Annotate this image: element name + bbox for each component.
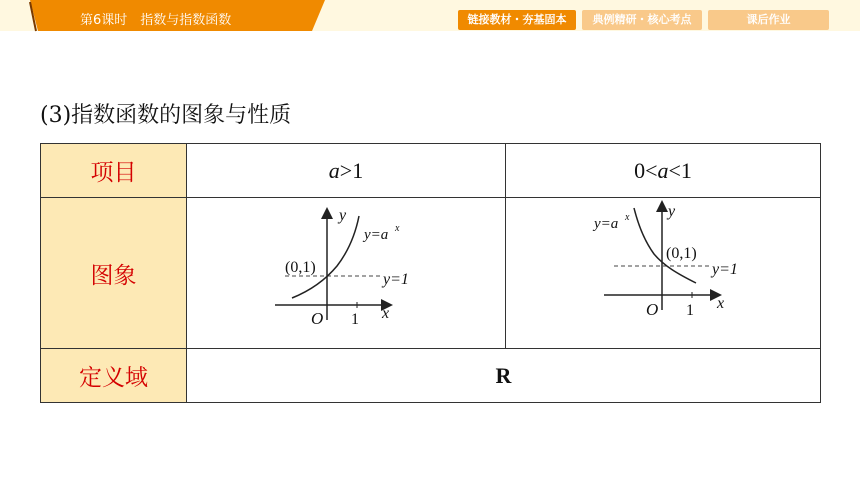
function-exponent: x bbox=[395, 223, 400, 234]
table-row bbox=[41, 144, 821, 198]
nav-link-examples[interactable]: 典例精研・核心考点 bbox=[582, 10, 702, 30]
properties-table bbox=[40, 143, 821, 403]
var-a: a bbox=[328, 157, 340, 183]
condition-prefix: 0< bbox=[634, 157, 658, 183]
row-header-domain: 定义域 bbox=[41, 349, 187, 403]
col-header-a-between-0-1 bbox=[506, 144, 821, 198]
section-title: (3)指数函数的图象与性质 bbox=[40, 103, 292, 128]
table-row bbox=[41, 349, 821, 403]
tick-label: 1 bbox=[351, 311, 359, 328]
graph-growth bbox=[187, 198, 506, 348]
line-label: y=1 bbox=[712, 261, 738, 278]
top-bar bbox=[0, 0, 860, 36]
graph-cell-decay bbox=[506, 198, 821, 349]
function-label: y=a bbox=[594, 216, 619, 232]
graph-decay bbox=[506, 198, 821, 348]
point-label: (0,1) bbox=[666, 245, 697, 262]
point-label: (0,1) bbox=[285, 259, 316, 276]
origin-label: O bbox=[646, 300, 659, 319]
function-label: y=a bbox=[364, 227, 389, 243]
var-a: a bbox=[657, 157, 669, 183]
nav-link-homework[interactable]: 课后作业 bbox=[708, 10, 829, 30]
y-axis-label: y bbox=[668, 203, 676, 220]
origin-label: O bbox=[311, 309, 324, 328]
line-label: y=1 bbox=[383, 271, 409, 288]
y-axis-label: y bbox=[339, 207, 347, 224]
lesson-title: 第6课时 指数与指数函数 bbox=[80, 13, 232, 28]
table-row bbox=[41, 198, 821, 349]
growth-curve bbox=[292, 216, 359, 298]
row-header-item: 项目 bbox=[41, 144, 187, 198]
condition-text: >1 bbox=[339, 157, 364, 183]
x-axis-label: x bbox=[382, 305, 390, 322]
x-axis-label: x bbox=[717, 295, 725, 312]
col-header-a-greater-1 bbox=[187, 144, 506, 198]
domain-value: R bbox=[187, 349, 821, 403]
graph-cell-growth bbox=[187, 198, 506, 349]
function-exponent: x bbox=[625, 212, 630, 223]
tick-label: 1 bbox=[686, 302, 694, 319]
row-header-graph: 图象 bbox=[41, 198, 187, 349]
condition-suffix: <1 bbox=[668, 157, 692, 183]
nav-link-textbook[interactable]: 链接教材・夯基固本 bbox=[458, 10, 576, 30]
